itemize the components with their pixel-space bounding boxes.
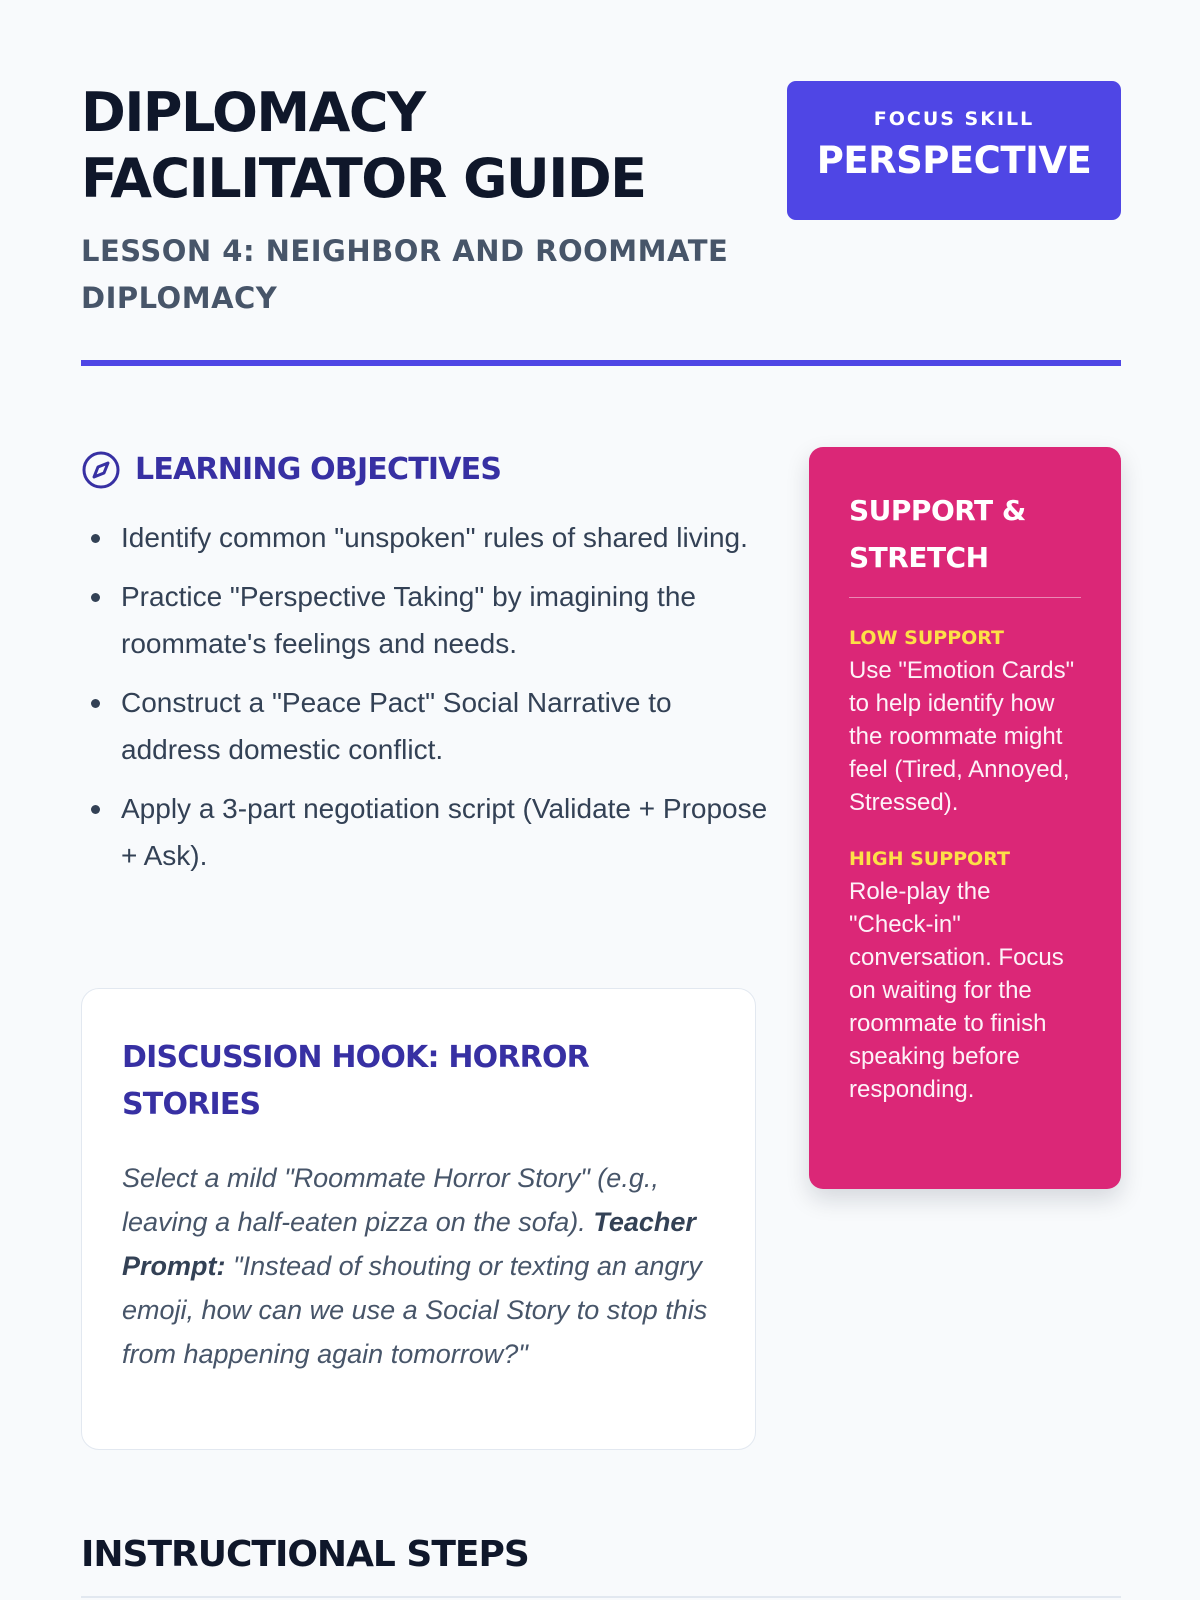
hook-intro: Select a mild "Roommate Horror Story" (e.g., leaving a half-eaten pizza on the sofa). [122,1163,659,1237]
focus-skill-badge [787,81,1121,220]
low-support-label: LOW SUPPORT [849,627,1005,649]
low-support-text: Use "Emotion Cards" to help identify how the roommate might feel (Tired, Annoyed, Stressed). [849,657,1075,816]
high-support-text: Role-play the "Check-in" conversation. Focus on waiting for the roommate to finish speaking before responding. [849,878,1064,1103]
title-block [81,80,771,322]
list-item: Construct a "Peace Pact" Social Narrative to address domestic conflict. [81,679,771,773]
objectives-list [81,514,771,879]
list-item: Practice "Perspective Taking" by imagining the roommate's feelings and needs. [81,573,771,667]
learning-objectives-heading [81,450,771,490]
learning-objectives-title: LEARNING OBJECTIVES [135,452,502,487]
list-item: Identify common "unspoken" rules of shared living. [81,514,771,561]
teacher-prompt-text: "Instead of shouting or texting an angry emoji, how can we use a Social Story to stop this from happening again tomorrow?" [122,1251,708,1369]
lesson-subtitle: LESSON 4: NEIGHBOR AND ROOMMATE DIPLOMACY [81,234,729,315]
compass-icon [81,450,121,490]
high-support-label: HIGH SUPPORT [849,848,1010,870]
discussion-hook-body [122,1156,715,1376]
focus-skill-value: PERSPECTIVE [816,139,1092,182]
list-item: Apply a 3-part negotiation script (Validate + Propose + Ask). [81,785,771,879]
support-stretch-title: SUPPORT & STRETCH [849,487,1081,598]
instructional-steps-heading: INSTRUCTIONAL STEPS [81,1534,529,1575]
discussion-hook-title: DISCUSSION HOOK: HORROR STORIES [122,1040,589,1122]
discussion-hook-card [81,988,756,1450]
steps-divider [81,1596,1121,1598]
learning-objectives-section [81,450,771,891]
page-title [81,80,771,212]
title-line-1: DIPLOMACY [81,81,425,144]
facilitator-guide-page [81,0,1121,1600]
teacher-prompt-label: Teacher Prompt: [122,1207,696,1281]
title-line-2: FACILITATOR GUIDE [81,147,646,210]
support-stretch-card [809,447,1121,1189]
focus-skill-label: FOCUS SKILL [873,108,1035,130]
header-divider [81,360,1121,366]
